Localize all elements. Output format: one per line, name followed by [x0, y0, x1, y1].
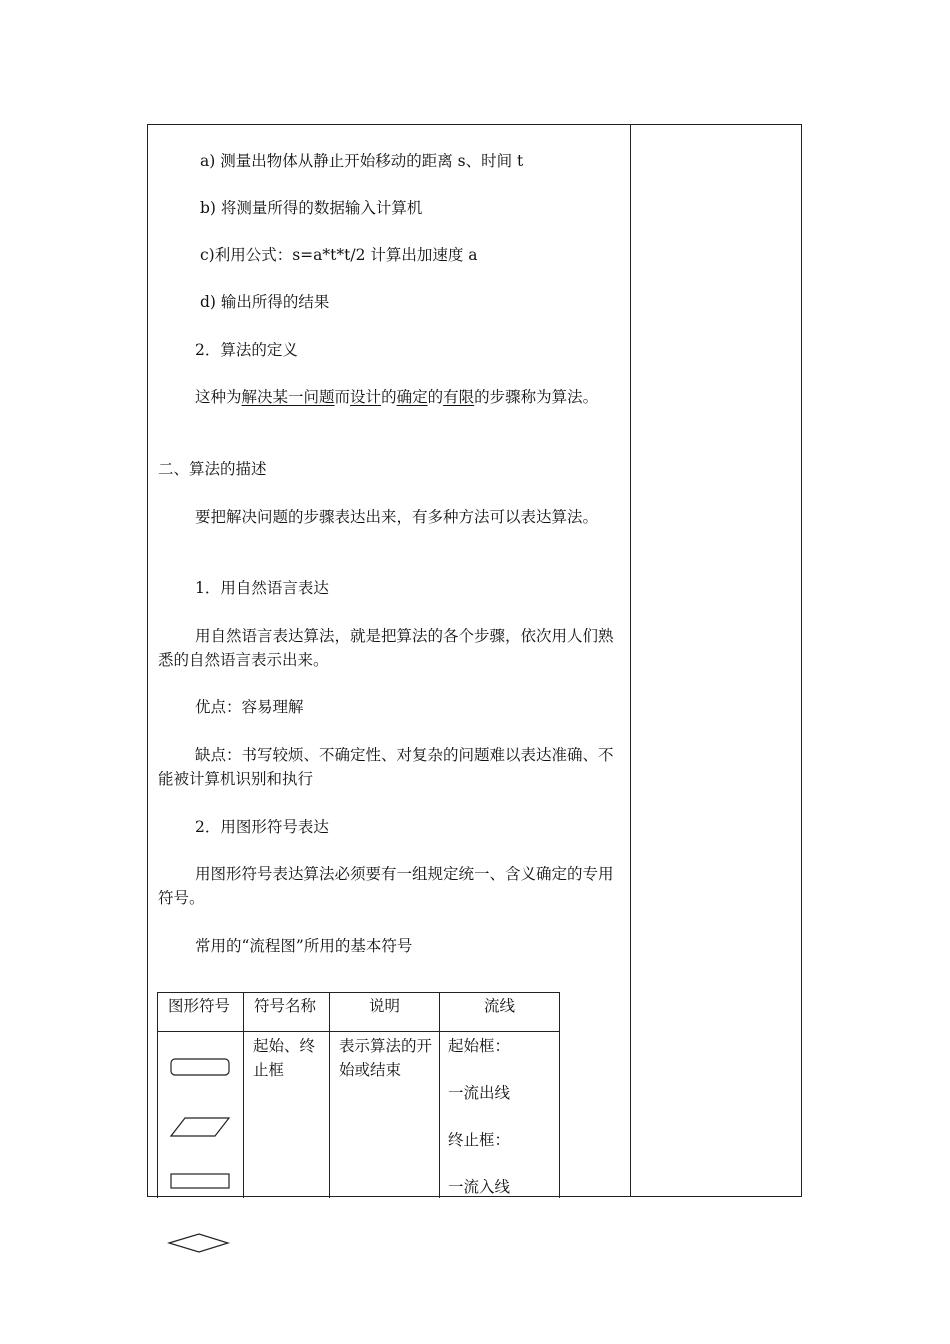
- flow-start-label: 起始框：: [448, 1037, 511, 1055]
- disadvantage-text: 缺点：书写较烦、不确定性、对复杂的问题难以表达准确、不能被计算机识别和执行: [158, 746, 614, 788]
- header-desc: 说明: [369, 997, 401, 1015]
- outer-table: [147, 124, 802, 1197]
- natural-language-desc: 用自然语言表达算法，就是把算法的各个步骤，依次用人们熟悉的自然语言表示出来。: [158, 627, 614, 669]
- advantage-text: 优点：容易理解: [195, 698, 304, 716]
- terminator-shape-icon: [170, 1058, 232, 1078]
- step-c: c)利用公式：s=a*t*t/2 计算出加速度 a: [200, 246, 478, 264]
- rectangle-shape-icon: [170, 1173, 232, 1193]
- step-a: a) 测量出物体从静止开始移动的距离 s、时间 t: [200, 152, 524, 170]
- step-d: d) 输出所得的结果: [200, 293, 330, 311]
- table-header-line: [158, 1031, 559, 1032]
- header-name: 符号名称: [254, 997, 317, 1015]
- heading-definition: 2．算法的定义: [195, 341, 298, 359]
- flow-out-label: 一流出线: [448, 1084, 511, 1102]
- table-col-line: [329, 993, 330, 1198]
- flow-in-label: 一流入线: [448, 1178, 511, 1196]
- cell-symbol-desc: 表示算法的开始或结束: [339, 1037, 433, 1079]
- flowchart-intro: 常用的“流程图”所用的基本符号: [195, 937, 413, 955]
- header-symbol: 图形符号: [168, 997, 231, 1015]
- table-col-line: [243, 993, 244, 1198]
- flow-end-label: 终止框：: [448, 1131, 511, 1149]
- section-heading-description: 二、算法的描述: [158, 460, 267, 478]
- parallelogram-shape-icon: [170, 1116, 232, 1140]
- heading-natural-language: 1．用自然语言表达: [195, 579, 329, 597]
- definition-paragraph: 这种为解决某一问题而设计的确定的有限的步骤称为算法。: [195, 388, 599, 406]
- description-intro: 要把解决问题的步骤表达出来，有多种方法可以表达算法。: [195, 508, 599, 526]
- graphic-symbols-desc: 用图形符号表达算法必须要有一组规定统一、含义确定的专用符号。: [158, 865, 614, 907]
- step-b: b) 将测量所得的数据输入计算机: [200, 199, 423, 217]
- column-divider: [630, 125, 631, 1196]
- cell-symbol-name: 起始、终止框: [253, 1037, 316, 1079]
- heading-graphic-symbols: 2．用图形符号表达: [195, 818, 329, 836]
- header-flowline: 流线: [484, 997, 516, 1015]
- symbol-table: [157, 992, 560, 1198]
- diamond-shape-icon: [167, 1232, 231, 1254]
- table-col-line: [439, 993, 440, 1198]
